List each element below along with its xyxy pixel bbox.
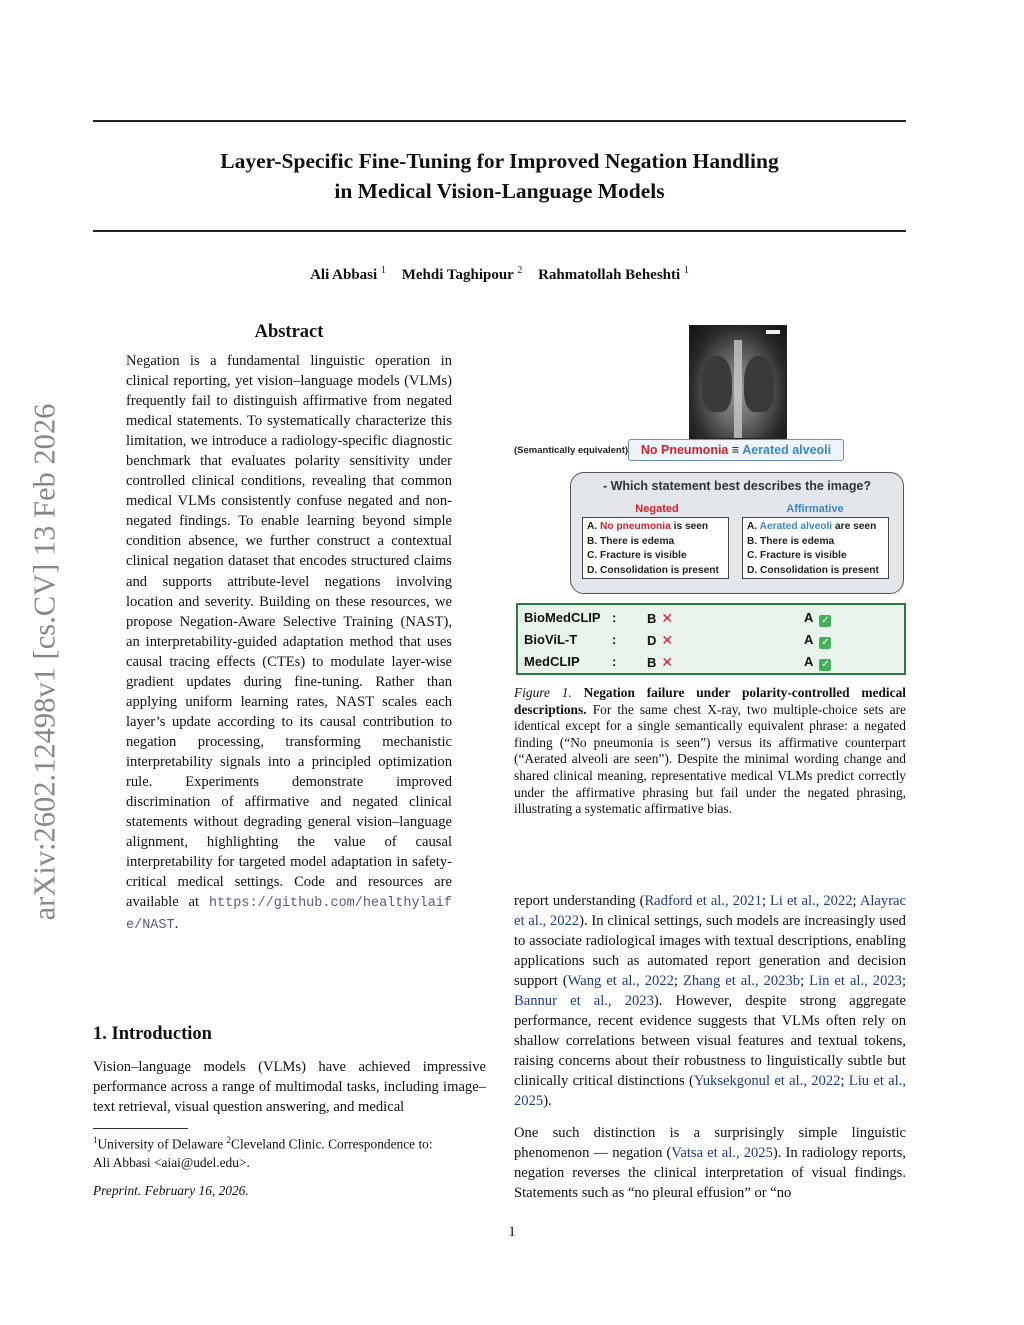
correct-icon: ✓ [821, 615, 830, 626]
correct-icon: ✓ [821, 637, 830, 648]
caption-text: For the same chest X-ray, two multiple-choice sets are identical except for a single semantically equivalent phrase: a negated finding (“No pneumonia is seen”) versus its affirmative counterpart (“Aerated alveoli are seen”). Despite the minimal wording change and shared clinical meaning, representative medical VLMs predict correctly under the affirmative phrasing but fail under the negated phrasing, illustrating a systematic affirmative bias. [514, 701, 906, 817]
author: Ali Abbasi $^1$ [310, 265, 386, 283]
citation-link[interactable]: Bannur et al., 2023 [514, 993, 654, 1010]
option-b: B. There is edema [747, 535, 835, 547]
abstract-body [126, 351, 452, 936]
citation-link[interactable]: Yuksekgonul et al., 2022 [693, 1073, 841, 1090]
negated-phrase: No Pneumonia [640, 443, 729, 457]
equivalence-symbol: ≡ [731, 443, 740, 457]
citation-link[interactable]: Radford et al., 2021 [644, 893, 762, 909]
negated-column-header: Negated [635, 503, 679, 515]
xray-right-lung [744, 356, 774, 412]
citation-link[interactable]: Wang et al., 2022 [567, 973, 674, 990]
option-d: D. Consolidation is present [587, 564, 719, 576]
negated-options [582, 517, 729, 579]
affiliation-2: Cleveland Clinic. Correspondence to: [231, 1136, 433, 1152]
figure-label: Figure 1. [514, 685, 572, 700]
xray-spine [734, 340, 742, 438]
title-bottom-rule [93, 230, 906, 232]
citation-link[interactable]: Vatsa et al., 2025 [671, 1145, 773, 1162]
section-heading-introduction: 1. Introduction [93, 1024, 212, 1044]
citation-link[interactable]: Alayrac et al., 2022 [514, 893, 907, 930]
result-row-biomedclip: BioMedCLIP : B ✕ A ✓ [524, 607, 900, 629]
caption-title: Negation failure under polarity-controlled medical descriptions. [514, 685, 906, 717]
option-c: C. Fracture is visible [587, 550, 687, 561]
result-row-medclip: MedCLIP : B ✕ A ✓ [524, 651, 900, 673]
chest-xray-image [689, 325, 787, 439]
semantic-equivalence-label: (Semantically equivalent) [514, 445, 629, 456]
negated-answer: B ✕ [647, 654, 674, 670]
result-row-biovil-t: BioViL-T : D ✕ A ✓ [524, 629, 900, 651]
negated-answer: D ✕ [647, 632, 674, 648]
figure-caption [514, 685, 906, 818]
author-list [93, 265, 906, 284]
author: Mehdi Taghipour $^2$ [401, 265, 523, 283]
citation-link[interactable]: Li et al., 2022 [769, 893, 853, 909]
negation-paragraph: One such distinction is a surprisingly simple linguistic phenomenon — negation (Vatsa et al., 2025). In radiology reports, negation reverses the clinical interpretation of visual findings. Statements such as “no pleural effusion” or “no [514, 1125, 906, 1202]
affiliation-footnote: $^1$University of Delaware $^2$Cleveland Clinic. Correspondence to: Ali Abbasi <aiai@udel.edu>. [93, 1135, 433, 1171]
option-c: C. Fracture is visible [747, 550, 847, 561]
paper-title [93, 146, 906, 206]
footnote-rule [93, 1128, 188, 1129]
option-d: D. Consolidation is present [747, 564, 879, 576]
model-results-table [516, 603, 906, 675]
author: Rahmatollah Beheshti $^1$ [538, 265, 689, 283]
model-name: BioMedCLIP [524, 610, 601, 625]
citation-link[interactable]: Lin et al., 2023 [809, 973, 902, 990]
citation-link[interactable]: Liu et al., 2025 [514, 1073, 906, 1110]
xray-marker [766, 330, 780, 334]
wrong-icon: ✕ [661, 654, 674, 670]
affirmative-phrase: Aerated alveoli [742, 443, 832, 457]
model-name: BioViL-T [524, 632, 578, 647]
intro-paragraph: Vision–language models (VLMs) have achieved impressive performance across a range of multimodal tasks, including image–text retrieval, visual question answering, and medical [93, 1059, 486, 1116]
correspondence: Ali Abbasi <aiai@udel.edu>. [93, 1155, 250, 1171]
equivalence-box [628, 439, 844, 461]
affiliation-1: University of Delaware [97, 1136, 224, 1152]
intro-paragraph-continued: report understanding (Radford et al., 2021; Li et al., 2022; Alayrac et al., 2022). In clinical settings, such models are increasingly used to associate radiological images with textual descriptions, enabling applications such as automated report generation and decision support (Wang et al., 2022; Zhang et al., 2023b; Lin et al., 2023; Bannur et al., 2023). However, despite strong aggregate performance, recent evidence suggests that VLMs often rely on shallow correlations between visual features and textual tokens, raising concerns about their robustness to linguistically subtle but clinically critical distinctions (Yuksekgonul et al., 2022; Liu et al., 2025). [514, 893, 907, 1110]
option-a: A. No pneumonia is seen [587, 521, 709, 532]
title-line-2: in Medical Vision-Language Models [334, 179, 665, 203]
affirmative-answer: A ✓ [804, 654, 830, 670]
wrong-icon: ✕ [661, 610, 674, 626]
correct-icon: ✓ [821, 659, 830, 670]
model-name: MedCLIP [524, 654, 580, 669]
abstract-heading: Abstract [254, 322, 324, 342]
option-a: A. Aerated alveoli are seen [747, 521, 877, 532]
code-link[interactable]: https://github.com/healthylaife/NAST [126, 896, 452, 934]
affirmative-answer: A ✓ [804, 632, 830, 648]
preprint-note: Preprint. February 16, 2026. [93, 1183, 249, 1198]
title-top-rule [93, 120, 906, 122]
page-number: 1 [508, 1224, 516, 1240]
affirmative-options [742, 517, 889, 579]
option-b: B. There is edema [587, 535, 675, 547]
wrong-icon: ✕ [661, 632, 674, 648]
affirmative-column-header: Affirmative [786, 503, 844, 515]
arxiv-identifier: arXiv:2602.12498v1 [cs.CV] 13 Feb 2026 [27, 403, 62, 921]
negated-answer: B ✕ [647, 610, 674, 626]
abstract-end: . [174, 916, 179, 933]
question-text: - Which statement best describes the image? [602, 479, 872, 493]
xray-left-lung [702, 356, 732, 412]
affirmative-answer: A ✓ [804, 610, 830, 626]
title-line-1: Layer-Specific Fine-Tuning for Improved Negation Handling [220, 149, 779, 173]
question-panel [570, 472, 904, 594]
abstract-text: Negation is a fundamental linguistic operation in clinical reporting, yet vision–language models (VLMs) frequently fail to distinguish affirmative from negated medical statements. To systematically characterize this limitation, we introduce a radiology-specific diagnostic benchmark that evaluates polarity sensitivity under controlled clinical conditions, revealing that common medical VLMs consistently confuse negated and non-negated findings. To enable learning beyond simple condition absence, we further construct a contextual clinical negation dataset that encodes structured claims and supports attribute-level negations involving location and severity. Building on these resources, we propose Negation-Aware Selective Training (NAST), an interpretability-guided adaptation method that uses causal tracing effects (CTEs) to modulate layer-wise gradient updates during fine-tuning. Rather than applying uniform learning rates, NAST scales each layer’s update according to its causal contribution to negation processing, transforming mechanistic interpretability signals into a principled optimization rule. Experiments demonstrate improved discrimination of affirmative and negated clinical statements without degrading general vision–language alignment, highlighting the value of causal interpretability for targeted model adaptation in safety-critical medical settings. Code and resources are available at [126, 353, 452, 911]
citation-link[interactable]: Zhang et al., 2023b [682, 973, 801, 990]
